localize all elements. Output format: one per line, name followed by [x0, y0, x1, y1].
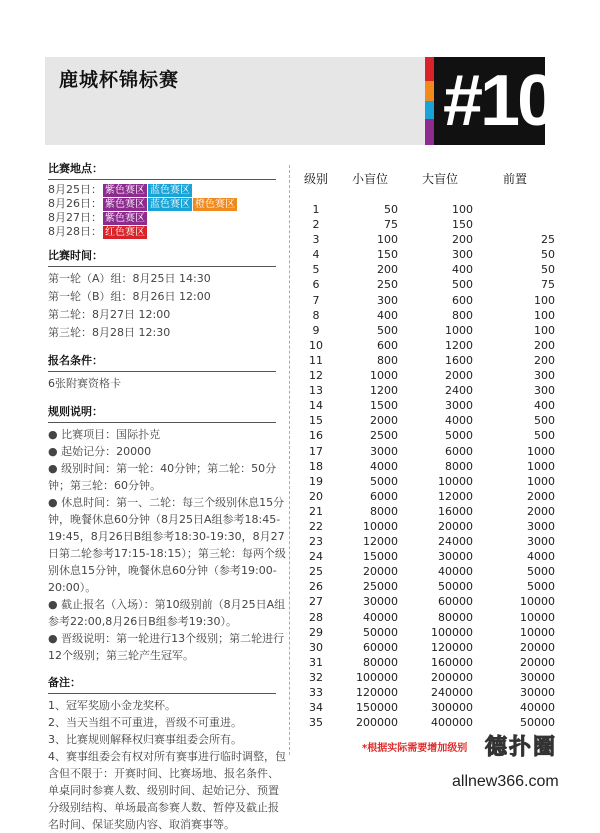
- cell-small-blind: 250: [377, 278, 398, 292]
- header-banner: [45, 57, 555, 145]
- cell-small-blind: 80000: [363, 655, 398, 669]
- cell-ante: 10000: [520, 610, 555, 624]
- cell-level: 24: [309, 550, 323, 564]
- time-line: 第二轮：8月27日 12:00: [48, 308, 171, 321]
- cell-ante: 3000: [527, 535, 555, 549]
- cell-big-blind: 100000: [431, 625, 473, 639]
- cell-small-blind: 120000: [356, 686, 398, 699]
- divider: [48, 693, 276, 694]
- cell-small-blind: 1500: [370, 399, 398, 413]
- cell-small-blind: 10000: [363, 519, 398, 533]
- table-row: [297, 202, 562, 217]
- venue-row: [48, 225, 288, 239]
- table-row: [297, 715, 562, 730]
- table-row: [297, 338, 562, 353]
- table-row: [297, 625, 562, 640]
- header-big-blind: 大盲位: [421, 171, 458, 186]
- venue-row: [48, 211, 288, 225]
- table-row: [297, 670, 562, 685]
- cell-small-blind: 100: [377, 233, 398, 247]
- cell-big-blind: 200000: [431, 670, 473, 684]
- rule-item: ● 起始记分：20000: [48, 445, 152, 458]
- cell-ante: 5000: [527, 565, 555, 579]
- venue-row: [48, 197, 288, 211]
- cell-ante: 50: [541, 248, 555, 262]
- cell-big-blind: 60000: [438, 595, 473, 609]
- venue-title: 比赛地点：: [48, 162, 103, 175]
- table-row: [297, 700, 562, 715]
- cell-small-blind: 1000: [370, 369, 398, 383]
- cell-ante: 500: [534, 429, 555, 443]
- cell-level: 5: [312, 263, 320, 277]
- cell-big-blind: 12000: [438, 489, 473, 503]
- cell-level: 17: [309, 444, 323, 458]
- cell-small-blind: 400: [377, 308, 398, 322]
- cell-ante: 400: [534, 399, 555, 413]
- cell-big-blind: 800: [452, 308, 473, 322]
- table-row: [297, 428, 562, 443]
- cell-level: 18: [309, 459, 323, 473]
- notes-title: 备注：: [48, 676, 81, 689]
- badge-stripe-blue: [425, 101, 434, 119]
- cell-small-blind: 200: [377, 263, 398, 277]
- cell-big-blind: 240000: [431, 686, 473, 699]
- table-row: [297, 368, 562, 383]
- cell-ante: [473, 217, 555, 232]
- table-row: [297, 504, 562, 519]
- cell-big-blind: 120000: [431, 640, 473, 654]
- venue-tag: 蓝色赛区: [150, 185, 190, 196]
- table-row: [297, 655, 562, 670]
- cell-ante: [473, 202, 555, 217]
- info-column: [48, 160, 288, 833]
- divider: [48, 371, 276, 372]
- cell-small-blind: 200000: [356, 716, 398, 730]
- cell-small-blind: 150: [377, 248, 398, 262]
- cell-small-blind: 50: [384, 203, 398, 216]
- venue-tag: 橙色赛区: [195, 199, 235, 210]
- table-row: [297, 594, 562, 609]
- cell-big-blind: 30000: [438, 550, 473, 564]
- event-number-badge: [425, 57, 555, 145]
- cell-small-blind: 8000: [370, 504, 398, 518]
- table-row: [297, 247, 562, 262]
- cell-big-blind: 50000: [438, 580, 473, 594]
- table-row: [297, 232, 562, 247]
- cell-big-blind: 600: [452, 293, 473, 307]
- table-row: [297, 519, 562, 534]
- cell-level: 22: [309, 519, 323, 533]
- cell-ante: 3000: [527, 519, 555, 533]
- cell-level: 27: [309, 595, 323, 609]
- venue-date: 8月28日：: [48, 225, 102, 238]
- cell-level: 8: [312, 308, 320, 322]
- venue-tag: 红色赛区: [105, 227, 145, 238]
- cell-big-blind: 16000: [438, 504, 473, 518]
- cell-ante: 200: [534, 338, 555, 352]
- time-line: 第一轮（A）组：8月25日 14:30: [48, 272, 211, 285]
- cell-small-blind: 150000: [356, 701, 398, 715]
- cell-big-blind: 80000: [438, 610, 473, 624]
- venue-tag: 紫色赛区: [105, 199, 145, 210]
- cell-ante: 100: [534, 293, 555, 307]
- cell-ante: 5000: [527, 580, 555, 594]
- cell-level: 26: [309, 580, 323, 594]
- cell-big-blind: 300000: [431, 701, 473, 715]
- cell-big-blind: 300: [452, 248, 473, 262]
- cell-ante: 2000: [527, 489, 555, 503]
- cell-big-blind: 3000: [445, 399, 473, 413]
- cell-ante: 20000: [520, 640, 555, 654]
- cell-big-blind: 1000: [445, 323, 473, 337]
- cell-ante: 100: [534, 323, 555, 337]
- cell-big-blind: 8000: [445, 459, 473, 473]
- cell-big-blind: 1600: [445, 353, 473, 367]
- cell-small-blind: 6000: [370, 489, 398, 503]
- cell-small-blind: 2000: [370, 414, 398, 428]
- signup-line: 6张附赛资格卡: [48, 377, 121, 390]
- watermark-url: allnew366.com: [452, 773, 559, 790]
- cell-small-blind: 100000: [356, 670, 398, 684]
- table-row: [297, 579, 562, 594]
- cell-level: 16: [309, 429, 323, 443]
- table-footnote: *根据实际需要增加级别: [362, 743, 468, 754]
- cell-ante: 30000: [520, 686, 555, 699]
- table-row: [297, 610, 562, 625]
- cell-small-blind: 800: [377, 353, 398, 367]
- cell-ante: 10000: [520, 595, 555, 609]
- venue-list: [48, 183, 288, 239]
- rule-item: ● 截止报名（入场）：第10级别前（8月25日A组参考22:00,8月26日B组参考19:30）。: [48, 598, 286, 628]
- cell-ante: 30000: [520, 670, 555, 684]
- cell-big-blind: 2000: [445, 369, 473, 383]
- cell-ante: 2000: [527, 504, 555, 518]
- cell-ante: 75: [541, 278, 555, 292]
- time-title: 比赛时间：: [48, 249, 103, 262]
- cell-ante: 1000: [527, 444, 555, 458]
- badge-stripe-purple: [425, 119, 434, 145]
- cell-ante: 1000: [527, 459, 555, 473]
- cell-big-blind: 6000: [445, 444, 473, 458]
- cell-level: 33: [309, 686, 323, 699]
- time-line: 第一轮（B）组：8月26日 12:00: [48, 290, 211, 303]
- table-body: [297, 202, 562, 730]
- cell-big-blind: 1200: [445, 338, 473, 352]
- cell-level: 7: [312, 293, 320, 307]
- divider: [48, 266, 276, 267]
- cell-level: 6: [312, 278, 320, 292]
- venue-date: 8月25日：: [48, 183, 102, 196]
- cell-big-blind: 100: [452, 203, 473, 216]
- table-row: [297, 217, 562, 232]
- cell-ante: 40000: [520, 701, 555, 715]
- table-row: [297, 564, 562, 579]
- cell-big-blind: 20000: [438, 519, 473, 533]
- watermark-logo: 德扑圈: [485, 735, 558, 760]
- cell-level: 30: [309, 640, 323, 654]
- cell-level: 1: [312, 203, 320, 216]
- cell-big-blind: 400000: [431, 716, 473, 730]
- cell-ante: 500: [534, 414, 555, 428]
- note-item: 2、当天当组不可重进，晋级不可重进。: [48, 716, 242, 729]
- table-row: [297, 444, 562, 459]
- cell-big-blind: 500: [452, 278, 473, 292]
- table-row: [297, 293, 562, 308]
- cell-small-blind: 15000: [363, 550, 398, 564]
- cell-level: 3: [312, 233, 320, 247]
- table-row: [297, 685, 562, 700]
- cell-big-blind: 24000: [438, 535, 473, 549]
- cell-small-blind: 50000: [363, 625, 398, 639]
- table-row: [297, 262, 562, 277]
- badge-stripe-red: [425, 57, 434, 81]
- header-level: 级别: [303, 171, 328, 186]
- cell-ante: 200: [534, 353, 555, 367]
- header-small-blind: 小盲位: [351, 171, 388, 186]
- cell-small-blind: 30000: [363, 595, 398, 609]
- table-row: [297, 459, 562, 474]
- cell-level: 35: [309, 716, 323, 730]
- rule-item: ● 级别时间：第一轮：40分钟；第二轮：50分钟；第三轮：60分钟。: [48, 462, 277, 492]
- signup-title: 报名条件：: [48, 354, 103, 367]
- note-item: 1、冠军奖励小金龙奖杯。: [48, 699, 176, 712]
- cell-small-blind: 2500: [370, 429, 398, 443]
- cell-small-blind: 40000: [363, 610, 398, 624]
- cell-small-blind: 1200: [370, 384, 398, 398]
- cell-ante: 20000: [520, 655, 555, 669]
- cell-level: 20: [309, 489, 323, 503]
- cell-level: 28: [309, 610, 323, 624]
- cell-ante: 4000: [527, 550, 555, 564]
- table-row: [297, 308, 562, 323]
- cell-level: 10: [309, 338, 323, 352]
- cell-level: 23: [309, 535, 323, 549]
- table-row: [297, 534, 562, 549]
- cell-ante: 50000: [520, 716, 555, 730]
- table-row: [297, 489, 562, 504]
- cell-big-blind: 400: [452, 263, 473, 277]
- table-row: [297, 383, 562, 398]
- cell-small-blind: 75: [384, 218, 398, 232]
- cell-small-blind: 60000: [363, 640, 398, 654]
- header-ante: 前置: [502, 171, 527, 186]
- rules-title: 规则说明：: [48, 405, 103, 418]
- cell-level: 11: [309, 353, 323, 367]
- rule-item: ● 休息时间：第一、二轮：每三个级别休息15分钟，晚餐休息60分钟（8月25日A组参考18:45-19:45，8月26日B组参考18:30-19:30，8月27日第二轮参考17:15-18:15）；第三轮：每两个级别休息15分钟，晚餐休息60分钟（参考19:00-20:00）。: [48, 496, 286, 594]
- cell-big-blind: 150: [452, 218, 473, 232]
- cell-level: 25: [309, 565, 323, 579]
- cell-ante: 10000: [520, 625, 555, 639]
- divider: [48, 422, 276, 423]
- venue-date: 8月27日：: [48, 211, 102, 224]
- rule-item: ● 晋级说明：第一轮进行13个级别；第二轮进行12个级别；第三轮产生冠军。: [48, 632, 285, 662]
- venue-row: [48, 183, 288, 197]
- cell-small-blind: 25000: [363, 580, 398, 594]
- venue-tag: 紫色赛区: [105, 185, 145, 196]
- page-title: 鹿城杯锦标赛: [59, 69, 180, 91]
- cell-small-blind: 3000: [370, 444, 398, 458]
- cell-big-blind: 160000: [431, 655, 473, 669]
- venue-date: 8月26日：: [48, 197, 102, 210]
- cell-big-blind: 10000: [438, 474, 473, 488]
- cell-level: 32: [309, 670, 323, 684]
- cell-level: 19: [309, 474, 323, 488]
- table-row: [297, 549, 562, 564]
- cell-level: 15: [309, 414, 323, 428]
- table-header: [297, 168, 562, 188]
- venue-tag: 紫色赛区: [105, 213, 145, 224]
- cell-ante: 50: [541, 263, 555, 277]
- cell-level: 4: [312, 248, 320, 262]
- table-row: [297, 474, 562, 489]
- table-row: [297, 398, 562, 413]
- cell-ante: 300: [534, 369, 555, 383]
- cell-level: 21: [309, 504, 323, 518]
- column-divider: [289, 165, 290, 755]
- cell-small-blind: 300: [377, 293, 398, 307]
- cell-ante: 300: [534, 384, 555, 398]
- note-item: 4、赛事组委会有权对所有赛事进行临时调整，包含但不限于：开赛时间、比赛场地、报名条件、单桌同时参赛人数、级别时间、起始记分、预置分级别结构、单场最高参赛人数、暂停及截止报名时间、保证奖励内容、取消赛事等。: [48, 750, 286, 831]
- cell-ante: 25: [541, 233, 555, 247]
- table-row: [297, 353, 562, 368]
- cell-big-blind: 5000: [445, 429, 473, 443]
- table-row: [297, 277, 562, 292]
- badge-stripe-orange: [425, 81, 434, 101]
- cell-small-blind: 500: [377, 323, 398, 337]
- cell-small-blind: 600: [377, 338, 398, 352]
- cell-ante: 1000: [527, 474, 555, 488]
- event-number: #10: [443, 61, 555, 141]
- divider: [48, 179, 276, 180]
- cell-level: 31: [309, 655, 323, 669]
- blind-structure-table: [297, 168, 562, 730]
- venue-tag: 蓝色赛区: [150, 199, 190, 210]
- rule-item: ● 比赛项目：国际扑克: [48, 428, 161, 441]
- table-row: [297, 413, 562, 428]
- cell-big-blind: 2400: [445, 384, 473, 398]
- cell-level: 29: [309, 625, 323, 639]
- time-line: 第三轮：8月28日 12:30: [48, 326, 171, 339]
- note-item: 3、比赛规则解释权归赛事组委会所有。: [48, 733, 242, 746]
- cell-level: 34: [309, 701, 323, 715]
- table-row: [297, 323, 562, 338]
- cell-small-blind: 4000: [370, 459, 398, 473]
- cell-level: 9: [312, 323, 320, 337]
- cell-big-blind: 200: [452, 233, 473, 247]
- cell-level: 13: [309, 384, 323, 398]
- cell-level: 14: [309, 399, 323, 413]
- table-row: [297, 640, 562, 655]
- cell-level: 12: [309, 369, 323, 383]
- cell-big-blind: 4000: [445, 414, 473, 428]
- cell-ante: 100: [534, 308, 555, 322]
- cell-level: 2: [312, 218, 320, 232]
- cell-small-blind: 20000: [363, 565, 398, 579]
- cell-big-blind: 40000: [438, 565, 473, 579]
- cell-small-blind: 5000: [370, 474, 398, 488]
- cell-small-blind: 12000: [363, 535, 398, 549]
